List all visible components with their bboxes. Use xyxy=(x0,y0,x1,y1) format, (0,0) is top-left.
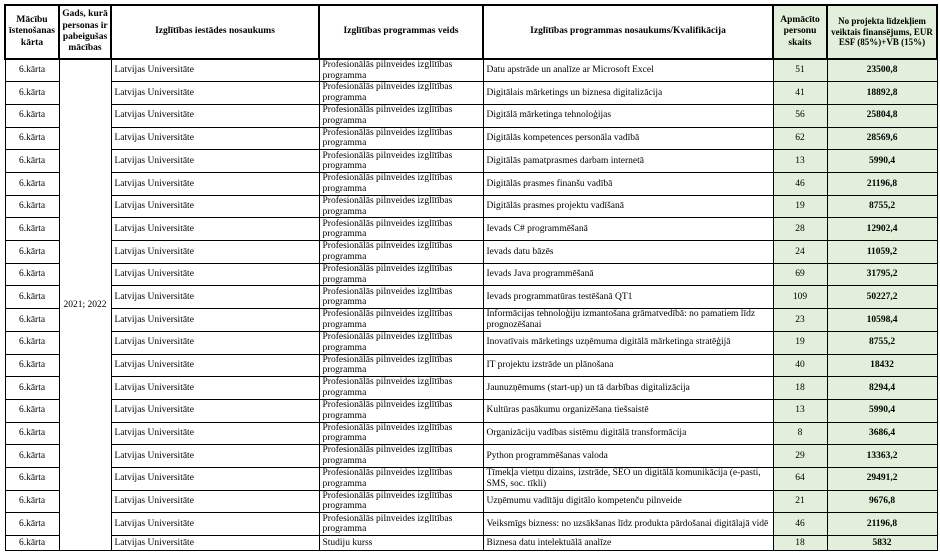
cell-name: Biznesa datu intelektuālā analīze xyxy=(483,536,773,551)
cell-funding: 5990,4 xyxy=(827,150,937,173)
cell-round: 6.kārta xyxy=(5,218,59,241)
cell-type: Profesionālās pilnveides izglītības programma xyxy=(319,150,483,173)
cell-persons: 19 xyxy=(773,331,827,354)
cell-persons: 41 xyxy=(773,82,827,105)
cell-institution: Latvijas Universitāte xyxy=(111,104,319,127)
cell-institution: Latvijas Universitāte xyxy=(111,173,319,196)
cell-persons: 28 xyxy=(773,218,827,241)
col-header-persons: Apmācīto personu skaits xyxy=(773,5,827,59)
cell-funding: 29491,2 xyxy=(827,467,937,490)
cell-funding: 50227,2 xyxy=(827,286,937,309)
cell-round: 6.kārta xyxy=(5,331,59,354)
cell-type: Profesionālās pilnveides izglītības programma xyxy=(319,513,483,536)
cell-institution: Latvijas Universitāte xyxy=(111,377,319,400)
cell-institution: Latvijas Universitāte xyxy=(111,536,319,551)
table-row xyxy=(5,82,937,105)
cell-institution: Latvijas Universitāte xyxy=(111,286,319,309)
cell-type: Profesionālās pilnveides izglītības programma xyxy=(319,354,483,377)
col-header-year: Gads, kurā personas ir pabeigušas mācības xyxy=(59,5,111,59)
table-row xyxy=(5,195,937,218)
table-row xyxy=(5,490,937,513)
cell-type: Profesionālās pilnveides izglītības programma xyxy=(319,399,483,422)
cell-type: Studiju kurss xyxy=(319,536,483,551)
table-row xyxy=(5,104,937,127)
cell-institution: Latvijas Universitāte xyxy=(111,82,319,105)
cell-round: 6.kārta xyxy=(5,354,59,377)
cell-type: Profesionālās pilnveides izglītības programma xyxy=(319,104,483,127)
cell-name: Python programmēšanas valoda xyxy=(483,445,773,468)
cell-funding: 9676,8 xyxy=(827,490,937,513)
cell-type: Profesionālās pilnveides izglītības programma xyxy=(319,127,483,150)
cell-round: 6.kārta xyxy=(5,286,59,309)
cell-name: Inovatīvais mārketings uzņēmuma digitālā mārketinga stratēģijā xyxy=(483,331,773,354)
cell-persons: 18 xyxy=(773,377,827,400)
cell-institution: Latvijas Universitāte xyxy=(111,241,319,264)
cell-round: 6.kārta xyxy=(5,467,59,490)
cell-round: 6.kārta xyxy=(5,127,59,150)
cell-type: Profesionālās pilnveides izglītības programma xyxy=(319,490,483,513)
cell-funding: 5832 xyxy=(827,536,937,551)
cell-round: 6.kārta xyxy=(5,82,59,105)
cell-name: Digitālās prasmes finanšu vadībā xyxy=(483,173,773,196)
cell-name: Ievads C# programmēšanā xyxy=(483,218,773,241)
cell-persons: 62 xyxy=(773,127,827,150)
table-row xyxy=(5,150,937,173)
col-header-type: Izglītības programmas veids xyxy=(319,5,483,59)
cell-round: 6.kārta xyxy=(5,150,59,173)
cell-type: Profesionālās pilnveides izglītības programma xyxy=(319,331,483,354)
cell-type: Profesionālās pilnveides izglītības programma xyxy=(319,445,483,468)
cell-round: 6.kārta xyxy=(5,536,59,551)
cell-persons: 13 xyxy=(773,150,827,173)
cell-name: Jaunuzņēmums (start-up) un tā darbības digitalizācija xyxy=(483,377,773,400)
col-header-institution: Izglītības iestādes nosaukums xyxy=(111,5,319,59)
cell-institution: Latvijas Universitāte xyxy=(111,422,319,445)
cell-funding: 23500,8 xyxy=(827,59,937,82)
cell-persons: 19 xyxy=(773,195,827,218)
cell-name: Informācijas tehnoloģiju izmantošana grāmatvedībā: no pamatiem līdz prognozēšanai xyxy=(483,309,773,332)
cell-persons: 56 xyxy=(773,104,827,127)
cell-name: Digitālais mārketings un biznesa digitalizācija xyxy=(483,82,773,105)
cell-name: Digitālā mārketinga tehnoloģijas xyxy=(483,104,773,127)
cell-funding: 8755,2 xyxy=(827,195,937,218)
cell-type: Profesionālās pilnveides izglītības programma xyxy=(319,377,483,400)
cell-funding: 13363,2 xyxy=(827,445,937,468)
cell-name: Veiksmīgs bizness: no uzsākšanas līdz produkta pārdošanai digitālajā vidē xyxy=(483,513,773,536)
table-row xyxy=(5,467,937,490)
cell-institution: Latvijas Universitāte xyxy=(111,399,319,422)
cell-type: Profesionālās pilnveides izglītības programma xyxy=(319,286,483,309)
col-header-round: Mācību īstenošanas kārta xyxy=(5,5,59,59)
cell-type: Profesionālās pilnveides izglītības programma xyxy=(319,309,483,332)
cell-persons: 46 xyxy=(773,173,827,196)
col-header-funding: No projekta līdzekļiem veiktais finansējums, EUR ESF (85%)+VB (15%) xyxy=(827,5,937,59)
cell-persons: 21 xyxy=(773,490,827,513)
table-row xyxy=(5,59,937,82)
cell-name: Digitālās kompetences personāla vadībā xyxy=(483,127,773,150)
cell-type: Profesionālās pilnveides izglītības programma xyxy=(319,241,483,264)
table-row xyxy=(5,536,937,551)
cell-type: Profesionālās pilnveides izglītības programma xyxy=(319,82,483,105)
cell-round: 6.kārta xyxy=(5,263,59,286)
col-header-name: Izglītības programmas nosaukums/Kvalifikācija xyxy=(483,5,773,59)
cell-institution: Latvijas Universitāte xyxy=(111,218,319,241)
cell-institution: Latvijas Universitāte xyxy=(111,513,319,536)
cell-funding: 18432 xyxy=(827,354,937,377)
cell-round: 6.kārta xyxy=(5,490,59,513)
cell-name: Ievads datu bāzēs xyxy=(483,241,773,264)
cell-round: 6.kārta xyxy=(5,104,59,127)
cell-funding: 31795,2 xyxy=(827,263,937,286)
cell-persons: 8 xyxy=(773,422,827,445)
cell-funding: 18892,8 xyxy=(827,82,937,105)
cell-institution: Latvijas Universitāte xyxy=(111,490,319,513)
cell-name: Digitālās prasmes projektu vadīšanā xyxy=(483,195,773,218)
cell-funding: 25804,8 xyxy=(827,104,937,127)
cell-type: Profesionālās pilnveides izglītības programma xyxy=(319,59,483,82)
cell-persons: 51 xyxy=(773,59,827,82)
cell-year: 2021; 2022 xyxy=(59,59,111,551)
table-row xyxy=(5,513,937,536)
cell-round: 6.kārta xyxy=(5,59,59,82)
table-row xyxy=(5,127,937,150)
cell-institution: Latvijas Universitāte xyxy=(111,331,319,354)
table-row xyxy=(5,286,937,309)
cell-funding: 8294,4 xyxy=(827,377,937,400)
cell-institution: Latvijas Universitāte xyxy=(111,195,319,218)
cell-type: Profesionālās pilnveides izglītības programma xyxy=(319,263,483,286)
table-row xyxy=(5,331,937,354)
cell-round: 6.kārta xyxy=(5,377,59,400)
cell-funding: 5990,4 xyxy=(827,399,937,422)
cell-name: Ievads Java programmēšanā xyxy=(483,263,773,286)
cell-persons: 109 xyxy=(773,286,827,309)
table-row xyxy=(5,218,937,241)
table-row xyxy=(5,422,937,445)
cell-round: 6.kārta xyxy=(5,399,59,422)
table-row xyxy=(5,399,937,422)
cell-round: 6.kārta xyxy=(5,195,59,218)
cell-name: Digitālās pamatprasmes darbam internetā xyxy=(483,150,773,173)
cell-funding: 11059,2 xyxy=(827,241,937,264)
header-row xyxy=(5,5,937,59)
cell-persons: 64 xyxy=(773,467,827,490)
cell-funding: 10598,4 xyxy=(827,309,937,332)
cell-name: Organizāciju vadības sistēmu digitālā transformācija xyxy=(483,422,773,445)
table-row xyxy=(5,241,937,264)
cell-type: Profesionālās pilnveides izglītības programma xyxy=(319,467,483,490)
cell-type: Profesionālās pilnveides izglītības programma xyxy=(319,218,483,241)
cell-round: 6.kārta xyxy=(5,241,59,264)
cell-institution: Latvijas Universitāte xyxy=(111,467,319,490)
cell-persons: 24 xyxy=(773,241,827,264)
cell-name: IT projektu izstrāde un plānošana xyxy=(483,354,773,377)
cell-funding: 28569,6 xyxy=(827,127,937,150)
cell-institution: Latvijas Universitāte xyxy=(111,309,319,332)
table-row xyxy=(5,445,937,468)
cell-type: Profesionālās pilnveides izglītības programma xyxy=(319,173,483,196)
cell-persons: 13 xyxy=(773,399,827,422)
cell-persons: 23 xyxy=(773,309,827,332)
cell-name: Kultūras pasākumu organizēšana tiešsaistē xyxy=(483,399,773,422)
cell-funding: 21196,8 xyxy=(827,173,937,196)
cell-institution: Latvijas Universitāte xyxy=(111,445,319,468)
cell-funding: 3686,4 xyxy=(827,422,937,445)
cell-round: 6.kārta xyxy=(5,173,59,196)
cell-funding: 21196,8 xyxy=(827,513,937,536)
cell-type: Profesionālās pilnveides izglītības programma xyxy=(319,195,483,218)
cell-type: Profesionālās pilnveides izglītības programma xyxy=(319,422,483,445)
table-row xyxy=(5,377,937,400)
cell-name: Ievads programmatūras testēšanā QT1 xyxy=(483,286,773,309)
cell-funding: 12902,4 xyxy=(827,218,937,241)
table-row xyxy=(5,173,937,196)
training-programs-table xyxy=(4,4,938,551)
cell-institution: Latvijas Universitāte xyxy=(111,127,319,150)
cell-name: Uzņēmumu vadītāju digitālo kompetenču pilnveide xyxy=(483,490,773,513)
cell-persons: 46 xyxy=(773,513,827,536)
table-body xyxy=(5,59,937,551)
cell-institution: Latvijas Universitāte xyxy=(111,150,319,173)
cell-persons: 29 xyxy=(773,445,827,468)
cell-name: Tīmekļa vietņu dizains, izstrāde, SEO un digitālā komunikācija (e-pasti, SMS, soc. tīkli) xyxy=(483,467,773,490)
cell-funding: 8755,2 xyxy=(827,331,937,354)
cell-round: 6.kārta xyxy=(5,309,59,332)
cell-persons: 18 xyxy=(773,536,827,551)
cell-institution: Latvijas Universitāte xyxy=(111,263,319,286)
table-row xyxy=(5,309,937,332)
cell-persons: 40 xyxy=(773,354,827,377)
cell-round: 6.kārta xyxy=(5,422,59,445)
document-sheet xyxy=(4,4,938,551)
cell-persons: 69 xyxy=(773,263,827,286)
table-row xyxy=(5,354,937,377)
cell-institution: Latvijas Universitāte xyxy=(111,59,319,82)
cell-round: 6.kārta xyxy=(5,445,59,468)
table-row xyxy=(5,263,937,286)
cell-round: 6.kārta xyxy=(5,513,59,536)
table-header xyxy=(5,5,937,59)
cell-name: Datu apstrāde un analīze ar Microsoft Excel xyxy=(483,59,773,82)
cell-institution: Latvijas Universitāte xyxy=(111,354,319,377)
